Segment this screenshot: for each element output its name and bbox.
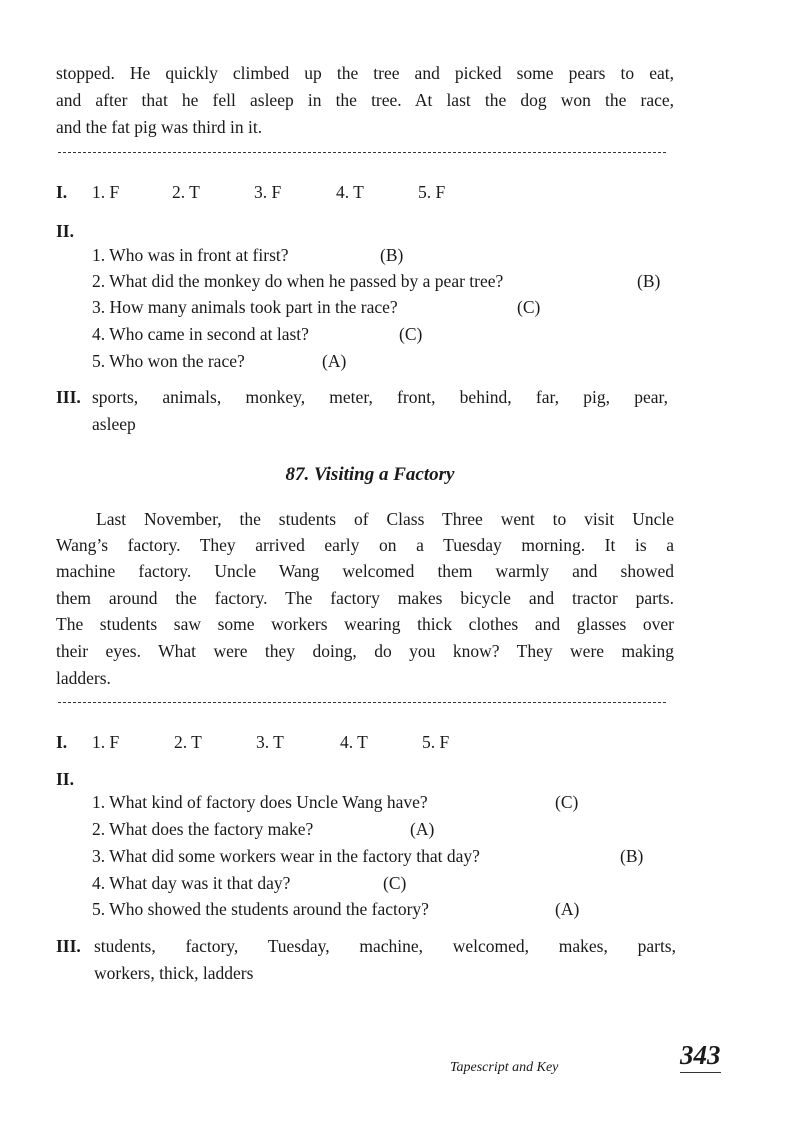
tf-item: 5. F: [422, 732, 450, 752]
question-text: 5. Who won the race?: [92, 351, 245, 371]
question-text: 2. What does the factory make?: [92, 819, 314, 839]
question-text: 2. What did the monkey do when he passed by a pear tree?: [92, 271, 504, 291]
page-number: 343: [680, 1040, 721, 1073]
question-text: 3. What did some workers wear in the factory that day?: [92, 846, 480, 866]
word-list-line: students, factory, Tuesday, machine, welcomed, makes, parts,: [94, 936, 676, 956]
roman-numeral: I.: [56, 182, 68, 202]
roman-numeral: I.: [56, 732, 68, 752]
question-answer: (A): [322, 351, 347, 371]
dashed-divider: [58, 702, 666, 703]
question-answer: (C): [399, 324, 423, 344]
passage-line: The students saw some workers wearing thick clothes and glasses over: [56, 614, 674, 634]
question-text: 1. What kind of factory does Uncle Wang have?: [92, 792, 428, 812]
roman-numeral: III.: [56, 387, 81, 407]
story-line: and the fat pig was third in it.: [56, 117, 263, 137]
story-line: stopped. He quickly climbed up the tree and picked some pears to eat,: [56, 63, 674, 83]
tf-item: 1. F: [92, 732, 120, 752]
question-text: 3. How many animals took part in the race?: [92, 297, 398, 317]
story-line: and after that he fell asleep in the tree. At last the dog won the race,: [56, 90, 674, 110]
roman-numeral: II.: [56, 769, 74, 789]
question-text: 4. What day was it that day?: [92, 873, 291, 893]
tf-item: 1. F: [92, 182, 120, 202]
key1-part1: [56, 181, 67, 203]
tf-item: 3. F: [254, 182, 282, 202]
roman-numeral: III.: [56, 936, 81, 956]
passage-line: their eyes. What were they doing, do you know? They were making: [56, 641, 674, 661]
word-list-line: workers, thick, ladders: [94, 963, 254, 983]
question-answer: (C): [517, 297, 541, 317]
dashed-divider: [58, 152, 666, 153]
passage-line: machine factory. Uncle Wang welcomed them warmly and showed: [56, 561, 674, 581]
footer-label: Tapescript and Key: [450, 1060, 559, 1075]
tf-item: 5. F: [418, 182, 446, 202]
word-list-line: sports, animals, monkey, meter, front, behind, far, pig, pear,: [92, 387, 668, 407]
question-answer: (B): [637, 271, 661, 291]
question-answer: (A): [555, 899, 580, 919]
question-answer: (C): [383, 873, 407, 893]
tf-item: 4. T: [336, 182, 364, 202]
passage-line: ladders.: [56, 668, 111, 688]
passage-line: Last November, the students of Class Three went to visit Uncle: [96, 509, 674, 529]
question-answer: (B): [620, 846, 644, 866]
tf-item: 3. T: [256, 732, 284, 752]
roman-numeral: II.: [56, 221, 74, 241]
tf-item: 2. T: [174, 732, 202, 752]
tf-item: 2. T: [172, 182, 200, 202]
passage-line: them around the factory. The factory makes bicycle and tractor parts.: [56, 588, 674, 608]
question-text: 5. Who showed the students around the factory?: [92, 899, 429, 919]
passage-line: Wang’s factory. They arrived early on a Tuesday morning. It is a: [56, 535, 674, 555]
question-answer: (B): [380, 245, 404, 265]
question-text: 1. Who was in front at first?: [92, 245, 289, 265]
question-answer: (A): [410, 819, 435, 839]
lesson-title: 87. Visiting a Factory: [285, 464, 455, 485]
question-answer: (C): [555, 792, 579, 812]
question-text: 4. Who came in second at last?: [92, 324, 309, 344]
tf-item: 4. T: [340, 732, 368, 752]
word-list-line: asleep: [92, 414, 136, 434]
